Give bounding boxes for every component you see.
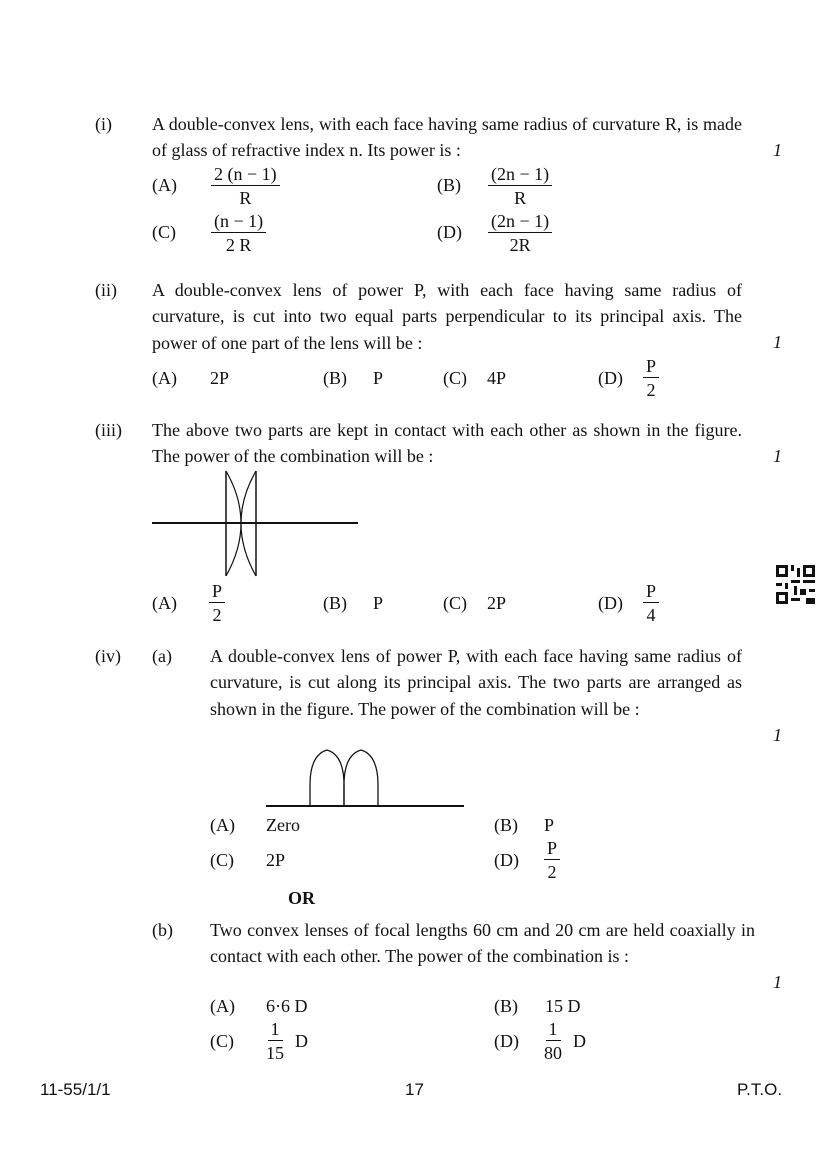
option-label: (C) — [210, 1031, 234, 1051]
option-value: 6·6 D — [266, 996, 308, 1016]
option-label: (A) — [152, 175, 177, 195]
or-separator: OR — [288, 888, 315, 908]
numerator: (2n − 1) — [488, 163, 552, 186]
option-value: 2P — [266, 850, 286, 870]
numerator: (2n − 1) — [488, 210, 552, 233]
question-number: (ii) — [95, 280, 117, 300]
paper-code: 11-55/1/1 — [40, 1080, 111, 1099]
option-fraction — [643, 355, 659, 402]
option-label: (C) — [443, 593, 467, 613]
question-marks: 1 — [773, 332, 782, 352]
option-label: (D) — [598, 368, 623, 388]
denominator: R — [514, 188, 527, 208]
denominator: 4 — [646, 605, 656, 625]
sub-question-label: (b) — [152, 920, 173, 940]
question-marks: 1 — [773, 446, 782, 466]
option-fraction — [488, 163, 552, 210]
option-value: 2P — [487, 593, 507, 613]
option-fraction — [211, 163, 280, 210]
option-label: (D) — [598, 593, 623, 613]
option-label: (A) — [210, 996, 235, 1016]
option-label: (A) — [152, 368, 177, 388]
pto-label: P.T.O. — [737, 1080, 783, 1099]
question-text: Two convex lenses of focal lengths 60 cm and 20 cm are held coaxially in contact with each other. The power of the combination is : — [210, 920, 755, 967]
denominator: 2 — [212, 605, 222, 625]
option-value: P — [544, 815, 555, 835]
numerator: P — [544, 837, 560, 860]
option-label: (C) — [152, 222, 176, 242]
question-marks: 1 — [773, 972, 782, 992]
question-number: (iv) — [95, 646, 121, 666]
option-value: 15 D — [545, 996, 581, 1016]
option-value: P — [373, 593, 384, 613]
denominator: R — [239, 188, 252, 208]
option-label: (A) — [152, 593, 177, 613]
denominator: 2 — [646, 380, 656, 400]
numerator: P — [643, 580, 659, 603]
question-marks: 1 — [773, 140, 782, 160]
page-number: 17 — [405, 1080, 424, 1099]
numerator: P — [643, 355, 659, 378]
numerator: 2 (n − 1) — [211, 163, 280, 186]
numerator: (n − 1) — [211, 210, 266, 233]
lens-contact-figure — [150, 468, 362, 580]
qr-code-icon — [776, 565, 815, 604]
numerator: 1 — [546, 1018, 561, 1041]
denominator: 15 — [266, 1043, 284, 1063]
option-label: (B) — [494, 815, 518, 835]
denominator: 2 R — [225, 235, 252, 255]
numerator: 1 — [268, 1018, 283, 1041]
option-label: (B) — [323, 368, 347, 388]
denominator: 2R — [509, 235, 531, 255]
option-value: Zero — [266, 815, 300, 835]
option-fraction — [544, 1018, 562, 1065]
option-fraction — [209, 580, 225, 627]
option-label: (D) — [494, 850, 519, 870]
option-fraction — [544, 837, 560, 884]
numerator: P — [209, 580, 225, 603]
option-fraction — [266, 1018, 284, 1065]
option-value: 4P — [487, 368, 507, 388]
option-label: (B) — [494, 996, 518, 1016]
option-label: (C) — [443, 368, 467, 388]
option-fraction — [488, 210, 552, 257]
option-fraction — [211, 210, 266, 257]
option-unit: D — [295, 1031, 308, 1051]
question-number: (i) — [95, 114, 112, 134]
question-text: A double-convex lens, with each face having same radius of curvature R, is made of glass of refractive index n. Its power is : — [152, 114, 742, 161]
option-label: (D) — [437, 222, 462, 242]
half-lens-figure — [264, 745, 468, 811]
option-unit: D — [573, 1031, 586, 1051]
option-label: (A) — [210, 815, 235, 835]
question-marks: 1 — [773, 725, 782, 745]
denominator: 80 — [544, 1043, 562, 1063]
question-number: (iii) — [95, 420, 122, 440]
option-value: 2P — [210, 368, 230, 388]
option-fraction — [643, 580, 659, 627]
question-text: The above two parts are kept in contact with each other as shown in the figure. The power of the combination will be : — [152, 420, 742, 467]
question-text: A double-convex lens of power P, with each face having same radius of curvature, is cut along its principal axis. The two parts are arranged as shown in the figure. The power of the combination will be : — [210, 646, 742, 719]
option-label: (C) — [210, 850, 234, 870]
denominator: 2 — [547, 862, 557, 882]
option-label: (B) — [437, 175, 461, 195]
sub-question-label: (a) — [152, 646, 172, 666]
option-value: P — [373, 368, 384, 388]
option-label: (B) — [323, 593, 347, 613]
question-text: A double-convex lens of power P, with each face having same radius of curvature, is cut into two equal parts perpendicular to its principal axis. The power of one part of the lens will be : — [152, 280, 742, 353]
option-label: (D) — [494, 1031, 519, 1051]
